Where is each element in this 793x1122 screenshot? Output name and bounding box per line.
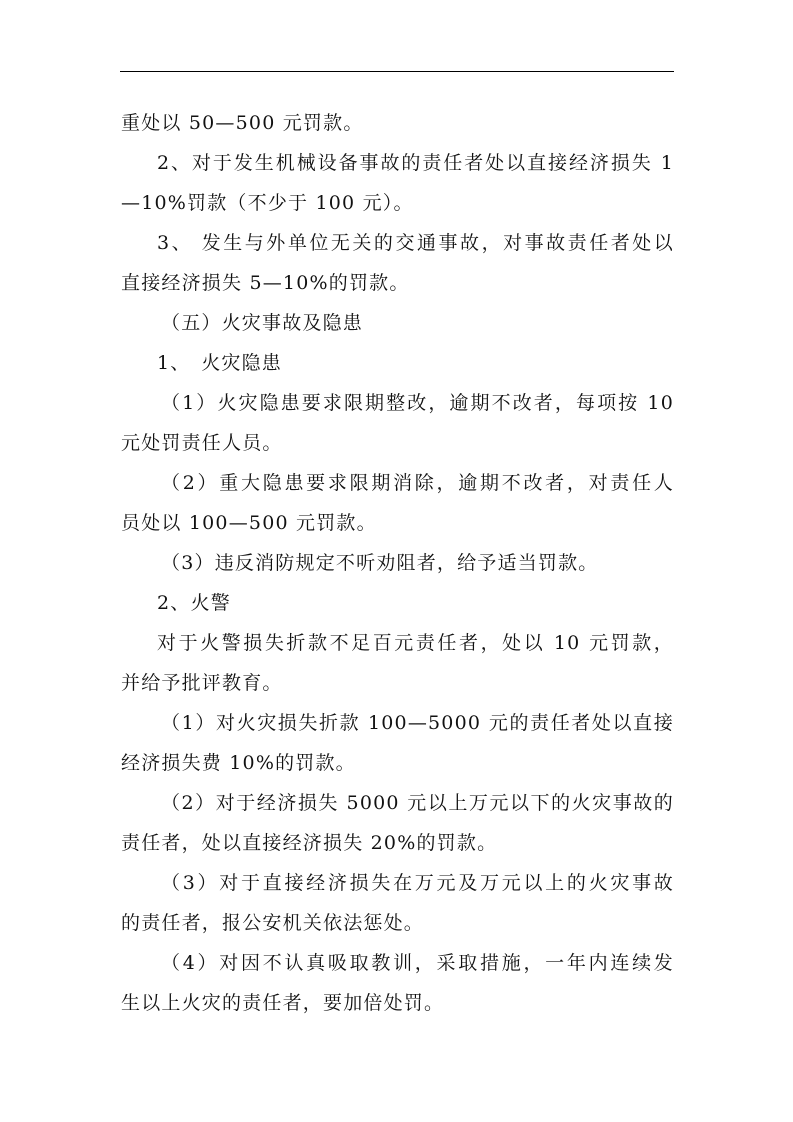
text-line: （1）火灾隐患要求限期整改，逾期不改者，每项按 10	[161, 392, 674, 414]
text-line: 3、 发生与外单位无关的交通事故，对事故责任者处以	[157, 232, 674, 254]
text-line: 重处以 50—500 元罚款。	[121, 112, 364, 134]
text-line: （五）火灾事故及隐患	[161, 312, 364, 334]
text-line: 2、对于发生机械设备事故的责任者处以直接经济损失 1	[157, 152, 674, 174]
text-line: 元处罚责任人员。	[121, 432, 283, 454]
text-line: 直接经济损失 5—10%的罚款。	[121, 272, 410, 294]
header-rule	[120, 71, 674, 72]
text-line: 并给予批评教育。	[121, 672, 283, 694]
document-body	[121, 103, 674, 1023]
text-line: 经济损失费 10%的罚款。	[121, 752, 356, 774]
text-line: 对于火警损失折款不足百元责任者，处以 10 元罚款，	[157, 632, 674, 654]
text-line: （3）对于直接经济损失在万元及万元以上的火灾事故	[161, 872, 674, 894]
text-line: 的责任者，报公安机关依法惩处。	[121, 912, 425, 934]
text-line: 生以上火灾的责任者，要加倍处罚。	[121, 992, 445, 1014]
text-line: （3）违反消防规定不听劝阻者，给予适当罚款。	[161, 552, 599, 574]
text-line: （4）对因不认真吸取教训，采取措施，一年内连续发	[161, 952, 674, 974]
text-line: （1）对火灾损失折款 100—5000 元的责任者处以直接	[161, 712, 674, 734]
text-line: —10%罚款（不少于 100 元）。	[121, 192, 414, 214]
text-line: 1、 火灾隐患	[157, 352, 282, 374]
text-line: 员处以 100—500 元罚款。	[121, 512, 377, 534]
text-line: （2）重大隐患要求限期消除，逾期不改者，对责任人	[161, 472, 674, 494]
text-line: 2、火警	[157, 592, 231, 614]
text-line: （2）对于经济损失 5000 元以上万元以下的火灾事故的	[161, 792, 674, 814]
text-line: 责任者，处以直接经济损失 20%的罚款。	[121, 832, 498, 854]
